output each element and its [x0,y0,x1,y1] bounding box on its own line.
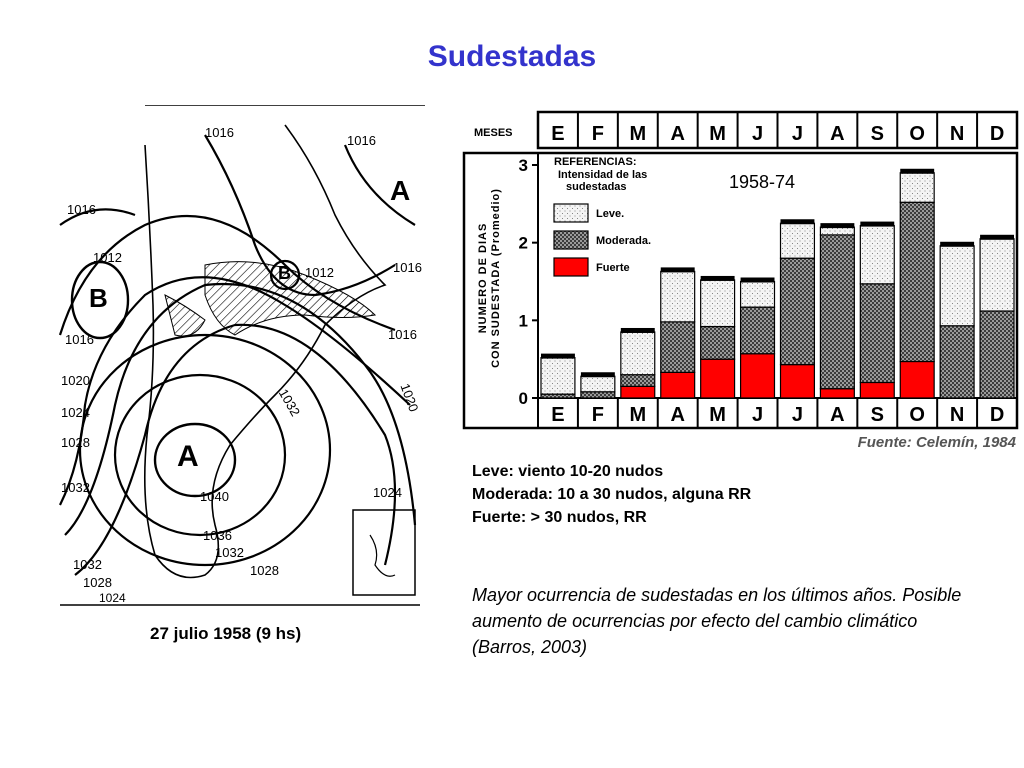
bar-cap [741,278,775,283]
bar-cap [541,354,575,359]
bar-cap [781,219,815,224]
intensity-definitions [472,460,751,529]
map-caption: 27 julio 1958 (9 hs) [150,624,302,643]
legend-title: REFERENCIAS: [554,156,637,168]
low-pressure-label: B [278,263,291,283]
isobar-label: 1024 [61,405,90,420]
bar-segment [621,386,655,398]
legend-label: Leve. [596,208,625,220]
isobar-label: 1032 [73,557,102,572]
bar-segment [741,354,775,398]
month-header-label: S [870,123,884,145]
bar-segment [980,239,1014,311]
isobar-label: 1032 [61,480,90,495]
legend-swatch [554,258,588,276]
month-header-label: O [909,123,925,145]
legend-swatch [554,204,588,222]
high-pressure-label: A [177,440,199,473]
month-footer-label: A [670,404,685,426]
isobar-label: 1036 [203,528,232,543]
month-header-label: D [989,123,1005,145]
legend-subtitle: Intensidad de las [558,169,648,181]
month-header-label: N [949,123,965,145]
isobar-label: 1028 [83,575,112,590]
isobar-label: 1012 [93,250,122,265]
isobar-label: 1032 [275,386,304,419]
month-footer-label: E [551,404,565,426]
bar-segment [781,258,815,364]
isobar-label: 1020 [61,373,90,388]
bar-segment [900,173,934,203]
isobar-label: 1020 [397,381,422,414]
bar-cap [820,223,854,228]
bar-cap [621,328,655,333]
month-footer-label: A [830,404,845,426]
bar-cap [661,267,695,272]
bar-segment [621,375,655,387]
bar-cap [900,169,934,174]
month-header-label: A [670,123,685,145]
chart-title: 1958-74 [728,172,796,192]
definition-fuerte: Fuerte: > 30 nudos, RR [472,509,647,526]
isobar-1036 [115,375,285,535]
y-axis-label: CON SUDESTADA (Promedio) [490,188,502,368]
isobar-map-drawing [55,105,425,615]
isobar-label: 1016 [65,332,94,347]
bar-segment [581,392,615,398]
bar-segment [701,327,735,360]
definition-moderada: Moderada: 10 a 30 nudos, alguna RR [472,486,752,503]
conclusion-note: Mayor ocurrencia de sudestadas en los últimos años. Posible aumento de ocurrencias por efecto del cambio climático (Barros, 2003) [472,585,962,657]
page-title: Sudestadas [427,40,597,73]
bar-segment [860,226,894,284]
month-header-label: J [751,123,764,145]
bar-cap [581,372,615,377]
month-footer-label: F [591,404,604,426]
bar-cap [860,222,894,227]
bar-segment [741,307,775,354]
isobar-label: 1024 [99,591,126,605]
isobar-label: 1016 [347,133,376,148]
bar-segment [820,227,854,235]
frontal-zone-hatch-2 [165,295,205,336]
bar-segment [701,280,735,327]
y-tick-label: 3 [518,156,528,175]
month-header-label: J [791,123,804,145]
bar-cap [701,276,735,281]
isobar-label: 1016 [388,327,417,342]
legend-label: Fuerte [596,262,630,274]
bar-segment [820,389,854,398]
legend-label: Moderada. [596,235,652,247]
y-tick-label: 2 [518,233,528,253]
month-footer-label: S [870,404,884,426]
legend-swatch [554,231,588,249]
bar-segment [541,358,575,395]
isobar-label: 1028 [61,435,90,450]
chart-source: Fuente: Celemín, 1984 [857,434,1016,451]
inset-map-box [353,510,415,595]
month-footer-label: O [909,404,925,426]
chart-svg [462,108,1022,433]
isobar-label: 1028 [250,563,279,578]
bar-segment [940,246,974,326]
bar-segment [581,376,615,392]
bar-segment [661,372,695,398]
bar-segment [900,202,934,361]
month-footer-label: M [629,404,647,426]
bar-segment [701,359,735,398]
isobar-label: 1016 [393,260,422,275]
legend-subtitle: sudestadas [566,181,627,193]
isobar-label: 1040 [200,489,229,504]
isobar-label: 1016 [205,125,234,140]
low-pressure-label: B [89,283,108,313]
bar-segment [661,271,695,321]
bar-cap [940,242,974,247]
bar-segment [621,332,655,375]
month-header-label: A [830,123,845,145]
months-label: MESES [474,127,513,139]
bar-segment [940,326,974,398]
isobar-label: 1024 [373,485,402,500]
bar-segment [781,365,815,398]
bar-segment [980,311,1014,398]
bar-segment [661,322,695,372]
bar-segment [860,382,894,398]
bar-segment [820,235,854,389]
high-pressure-label: A [390,175,411,206]
sudestadas-chart [462,108,1022,433]
definition-leve: Leve: viento 10-20 nudos [472,463,664,480]
y-tick-label: 1 [518,311,528,331]
month-footer-label: J [751,404,764,426]
bar-segment [781,223,815,258]
month-footer-label: M [709,404,726,426]
y-axis-label: NUMERO DE DIAS [477,222,489,334]
month-header-label: F [591,123,604,145]
month-footer-label: D [989,404,1005,426]
isobar-label: 1016 [67,202,96,217]
month-footer-label: N [949,404,965,426]
weather-map [55,105,425,615]
month-header-label: M [629,123,647,145]
month-footer-label: J [791,404,804,426]
bar-segment [900,361,934,398]
isobar-label: 1012 [305,265,334,280]
month-header-label: E [551,123,565,145]
y-tick-label: 0 [518,389,528,408]
month-header-label: M [709,123,726,145]
bar-segment [860,284,894,383]
bar-segment [741,282,775,308]
bar-cap [980,235,1014,240]
isobar-label: 1032 [215,545,244,560]
